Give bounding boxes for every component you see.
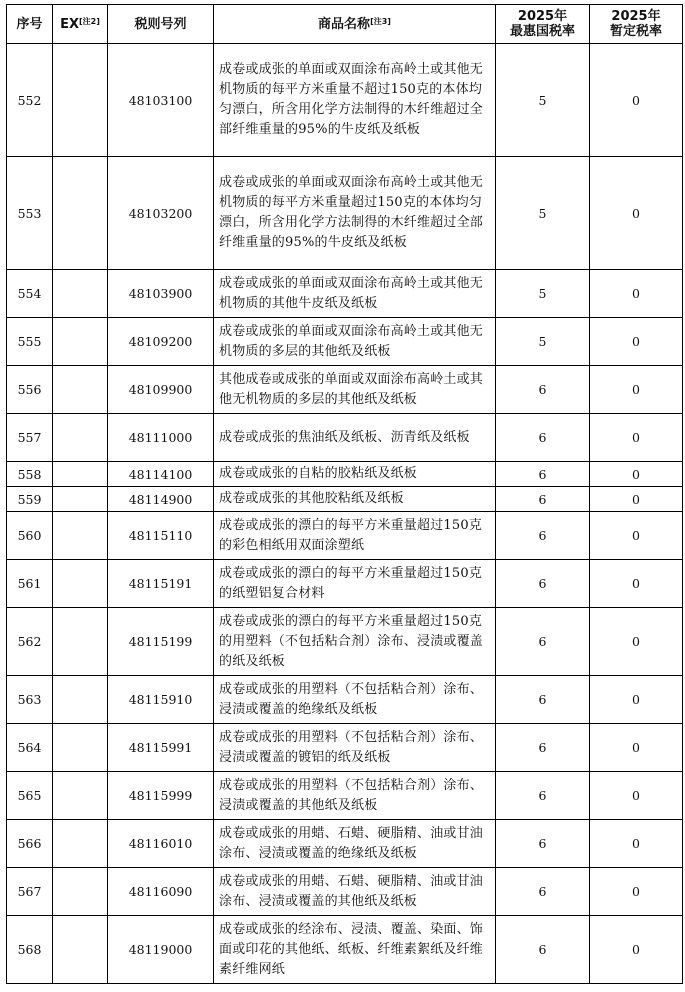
cell-provisional-rate: 0 <box>590 487 683 512</box>
table-row <box>7 318 683 366</box>
cell-mfn-rate: 5 <box>496 44 590 157</box>
table-row <box>7 366 683 414</box>
cell-name: 成卷或成张的漂白的每平方米重量超过150克的彩色相纸用双面涂塑纸 <box>214 512 496 560</box>
table-row <box>7 820 683 868</box>
table-row <box>7 772 683 820</box>
cell-code: 48109900 <box>108 366 214 414</box>
cell-ex <box>53 366 108 414</box>
tariff-table <box>6 4 683 984</box>
cell-mfn-rate: 5 <box>496 318 590 366</box>
cell-ex <box>53 560 108 608</box>
header-provisional-rate: 2025年 暂定税率 <box>590 5 683 44</box>
cell-name: 成卷或成张的单面或双面涂布高岭土或其他无机物质的每平方米重量不超过150克的本体均匀漂白，所含用化学方法制得的木纤维超过全部纤维重量的95%的牛皮纸及纸板 <box>214 44 496 157</box>
cell-provisional-rate: 0 <box>590 318 683 366</box>
cell-name: 成卷或成张的用塑料（不包括粘合剂）涂布、浸渍或覆盖的镀铝的纸及纸板 <box>214 724 496 772</box>
cell-mfn-rate: 6 <box>496 560 590 608</box>
cell-provisional-rate: 0 <box>590 270 683 318</box>
cell-mfn-rate: 6 <box>496 366 590 414</box>
cell-mfn-rate: 6 <box>496 820 590 868</box>
cell-seq: 554 <box>7 270 53 318</box>
cell-code: 48103200 <box>108 157 214 270</box>
table-row <box>7 868 683 916</box>
cell-mfn-rate: 6 <box>496 487 590 512</box>
cell-provisional-rate: 0 <box>590 916 683 984</box>
cell-mfn-rate: 6 <box>496 724 590 772</box>
cell-provisional-rate: 0 <box>590 724 683 772</box>
cell-ex <box>53 608 108 676</box>
table-row <box>7 44 683 157</box>
cell-seq: 566 <box>7 820 53 868</box>
table-header-row <box>7 5 683 44</box>
cell-seq: 552 <box>7 44 53 157</box>
cell-code: 48111000 <box>108 414 214 462</box>
cell-seq: 559 <box>7 487 53 512</box>
cell-ex <box>53 820 108 868</box>
cell-mfn-rate: 6 <box>496 414 590 462</box>
cell-provisional-rate: 0 <box>590 366 683 414</box>
cell-seq: 556 <box>7 366 53 414</box>
cell-name: 成卷或成张的用蜡、石蜡、硬脂精、油或甘油涂布、浸渍或覆盖的绝缘纸及纸板 <box>214 820 496 868</box>
cell-ex <box>53 157 108 270</box>
cell-mfn-rate: 6 <box>496 676 590 724</box>
cell-ex <box>53 462 108 487</box>
cell-seq: 568 <box>7 916 53 984</box>
cell-ex <box>53 318 108 366</box>
cell-code: 48119000 <box>108 916 214 984</box>
cell-provisional-rate: 0 <box>590 772 683 820</box>
cell-mfn-rate: 5 <box>496 157 590 270</box>
cell-code: 48115191 <box>108 560 214 608</box>
cell-name: 成卷或成张的单面或双面涂布高岭土或其他无机物质的多层的其他纸及纸板 <box>214 318 496 366</box>
cell-mfn-rate: 5 <box>496 270 590 318</box>
header-name-note: [注3] <box>370 16 391 26</box>
cell-name: 成卷或成张的其他胶粘纸及纸板 <box>214 487 496 512</box>
tariff-table-sheet <box>6 4 682 984</box>
cell-ex <box>53 44 108 157</box>
cell-seq: 555 <box>7 318 53 366</box>
cell-mfn-rate: 6 <box>496 512 590 560</box>
cell-ex <box>53 916 108 984</box>
cell-mfn-rate: 6 <box>496 462 590 487</box>
table-row <box>7 270 683 318</box>
cell-code: 48114100 <box>108 462 214 487</box>
cell-code: 48114900 <box>108 487 214 512</box>
cell-name: 成卷或成张的漂白的每平方米重量超过150克的用塑料（不包括粘合剂）涂布、浸渍或覆盖的纸及纸板 <box>214 608 496 676</box>
cell-mfn-rate: 6 <box>496 868 590 916</box>
cell-mfn-rate: 6 <box>496 608 590 676</box>
header-code: 税则号列 <box>108 5 214 44</box>
table-row <box>7 560 683 608</box>
cell-ex <box>53 414 108 462</box>
table-row <box>7 414 683 462</box>
table-row <box>7 462 683 487</box>
cell-name: 成卷或成张的自粘的胶粘纸及纸板 <box>214 462 496 487</box>
cell-name: 成卷或成张的经涂布、浸渍、覆盖、染面、饰面或印花的其他纸、纸板、纤维素絮纸及纤维素纤维网纸 <box>214 916 496 984</box>
table-row <box>7 916 683 984</box>
cell-seq: 553 <box>7 157 53 270</box>
header-mfn-rate: 2025年 最惠国税率 <box>496 5 590 44</box>
cell-name: 成卷或成张的用蜡、石蜡、硬脂精、油或甘油涂布、浸渍或覆盖的其他纸及纸板 <box>214 868 496 916</box>
cell-seq: 563 <box>7 676 53 724</box>
cell-ex <box>53 772 108 820</box>
cell-code: 48115991 <box>108 724 214 772</box>
table-row <box>7 676 683 724</box>
cell-name: 成卷或成张的单面或双面涂布高岭土或其他无机物质的每平方米重量超过150克的本体均匀漂白，所含用化学方法制得的木纤维超过全部纤维重量的95%的牛皮纸及纸板 <box>214 157 496 270</box>
cell-seq: 565 <box>7 772 53 820</box>
cell-provisional-rate: 0 <box>590 560 683 608</box>
header-ex-note: [注2] <box>79 16 100 26</box>
cell-seq: 561 <box>7 560 53 608</box>
cell-provisional-rate: 0 <box>590 157 683 270</box>
cell-name: 成卷或成张的单面或双面涂布高岭土或其他无机物质的其他牛皮纸及纸板 <box>214 270 496 318</box>
cell-provisional-rate: 0 <box>590 44 683 157</box>
cell-code: 48103900 <box>108 270 214 318</box>
cell-provisional-rate: 0 <box>590 608 683 676</box>
table-row <box>7 157 683 270</box>
table-row <box>7 487 683 512</box>
cell-code: 48116090 <box>108 868 214 916</box>
cell-ex <box>53 868 108 916</box>
cell-ex <box>53 270 108 318</box>
cell-ex <box>53 487 108 512</box>
table-row <box>7 608 683 676</box>
cell-name: 成卷或成张的焦油纸及纸板、沥青纸及纸板 <box>214 414 496 462</box>
header-ex: EX[注2] <box>53 5 108 44</box>
cell-seq: 557 <box>7 414 53 462</box>
cell-mfn-rate: 6 <box>496 916 590 984</box>
cell-provisional-rate: 0 <box>590 462 683 487</box>
cell-provisional-rate: 0 <box>590 820 683 868</box>
cell-code: 48115110 <box>108 512 214 560</box>
cell-seq: 562 <box>7 608 53 676</box>
table-row <box>7 512 683 560</box>
cell-code: 48116010 <box>108 820 214 868</box>
cell-provisional-rate: 0 <box>590 414 683 462</box>
cell-name: 其他成卷或成张的单面或双面涂布高岭土或其他无机物质的多层的其他纸及纸板 <box>214 366 496 414</box>
cell-provisional-rate: 0 <box>590 868 683 916</box>
cell-code: 48109200 <box>108 318 214 366</box>
cell-name: 成卷或成张的用塑料（不包括粘合剂）涂布、浸渍或覆盖的其他纸及纸板 <box>214 772 496 820</box>
cell-code: 48103100 <box>108 44 214 157</box>
cell-mfn-rate: 6 <box>496 772 590 820</box>
cell-ex <box>53 512 108 560</box>
cell-name: 成卷或成张的用塑料（不包括粘合剂）涂布、浸渍或覆盖的绝缘纸及纸板 <box>214 676 496 724</box>
cell-code: 48115199 <box>108 608 214 676</box>
header-name: 商品名称[注3] <box>214 5 496 44</box>
cell-ex <box>53 724 108 772</box>
cell-seq: 560 <box>7 512 53 560</box>
header-seq: 序号 <box>7 5 53 44</box>
cell-seq: 558 <box>7 462 53 487</box>
cell-code: 48115910 <box>108 676 214 724</box>
cell-seq: 564 <box>7 724 53 772</box>
cell-ex <box>53 676 108 724</box>
cell-seq: 567 <box>7 868 53 916</box>
cell-code: 48115999 <box>108 772 214 820</box>
cell-provisional-rate: 0 <box>590 512 683 560</box>
table-row <box>7 724 683 772</box>
cell-provisional-rate: 0 <box>590 676 683 724</box>
cell-name: 成卷或成张的漂白的每平方米重量超过150克的纸塑铝复合材料 <box>214 560 496 608</box>
